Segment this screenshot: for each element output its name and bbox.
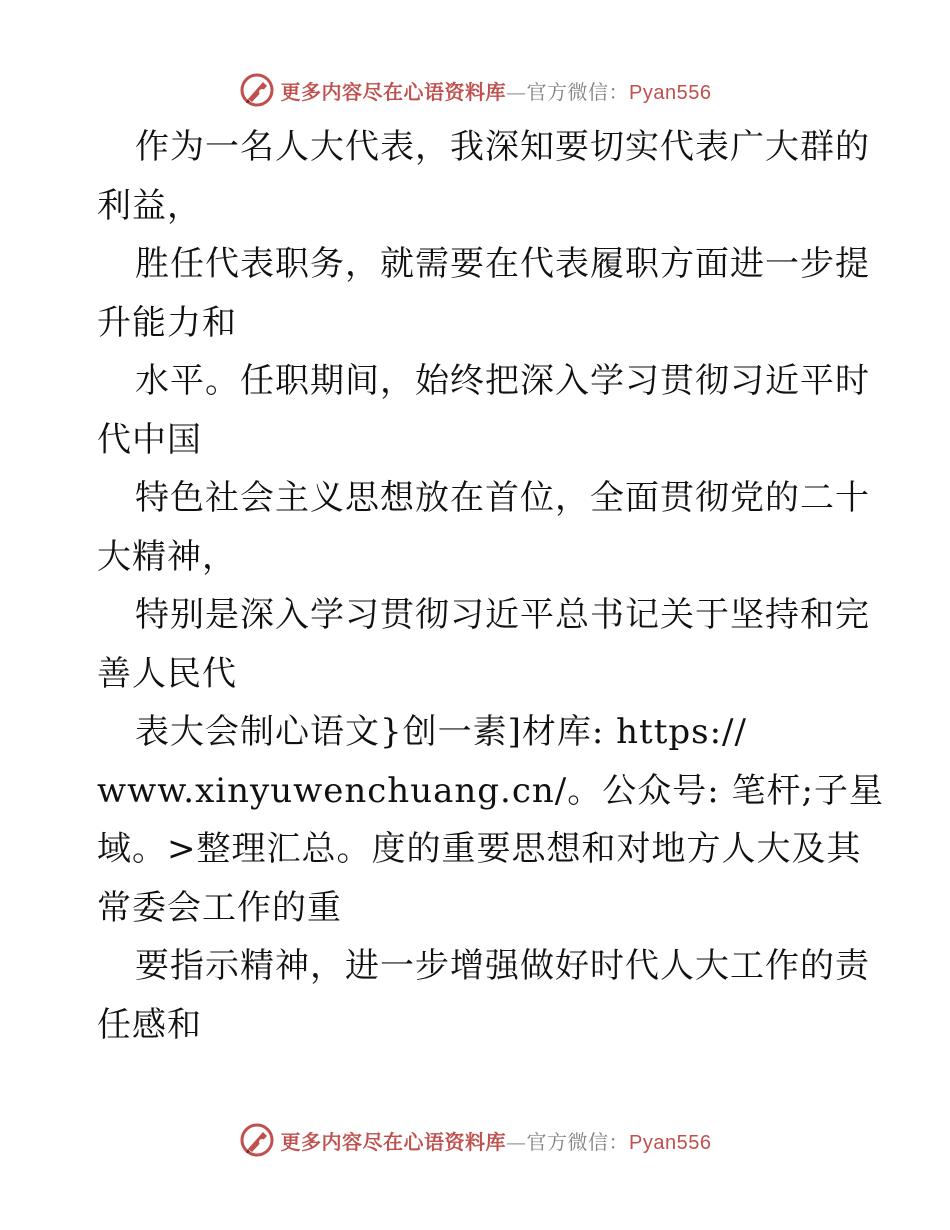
text-line: 大精神， <box>97 536 237 577</box>
banner-label: 官方微信： <box>526 1129 630 1154</box>
pen-logo-icon <box>239 72 275 108</box>
document-body <box>97 118 884 1054</box>
banner-wechat-id: Pyan556 <box>629 1131 712 1154</box>
banner-separator: — <box>506 1129 527 1154</box>
banner-separator: — <box>506 79 527 104</box>
text-line: 任感和 <box>97 1004 202 1045</box>
text-line: 善人民代 <box>97 653 237 694</box>
text-line: 表大会制心语文}创一素]材库: https:// <box>135 712 747 752</box>
text-line: 升能力和 <box>97 302 237 343</box>
banner-main-text: 更多内容尽在心语资料库 <box>280 79 507 104</box>
text-line: 要指示精神，进一步增强做好时代人大工作的责 <box>135 946 870 986</box>
text-line: 域。>整理汇总。度的重要思想和对地方人大及其 <box>97 829 862 869</box>
text-line: www.xinyuwenchuang.cn/。公众号: 笔杆;子星 <box>97 770 884 811</box>
text-line: 特别是深入学习贯彻习近平总书记关于坚持和完 <box>135 595 870 635</box>
text-line: 作为一名人大代表，我深知要切实代表广大群的 <box>135 127 870 167</box>
header-banner <box>0 68 950 112</box>
header-banner-text <box>281 76 712 105</box>
banner-wechat-id: Pyan556 <box>629 81 712 104</box>
text-line: 利益， <box>97 185 202 226</box>
footer-banner <box>0 1118 950 1162</box>
text-line: 常委会工作的重 <box>97 887 342 928</box>
text-line: 水平。任职期间，始终把深入学习贯彻习近平时 <box>135 361 870 401</box>
banner-label: 官方微信： <box>526 79 630 104</box>
footer-banner-text <box>281 1126 712 1155</box>
text-line: 胜任代表职务，就需要在代表履职方面进一步提 <box>135 244 870 284</box>
text-line: 特色社会主义思想放在首位，全面贯彻党的二十 <box>135 478 870 518</box>
banner-main-text: 更多内容尽在心语资料库 <box>280 1129 507 1154</box>
text-line: 代中国 <box>97 419 202 460</box>
pen-logo-icon <box>239 1122 275 1158</box>
